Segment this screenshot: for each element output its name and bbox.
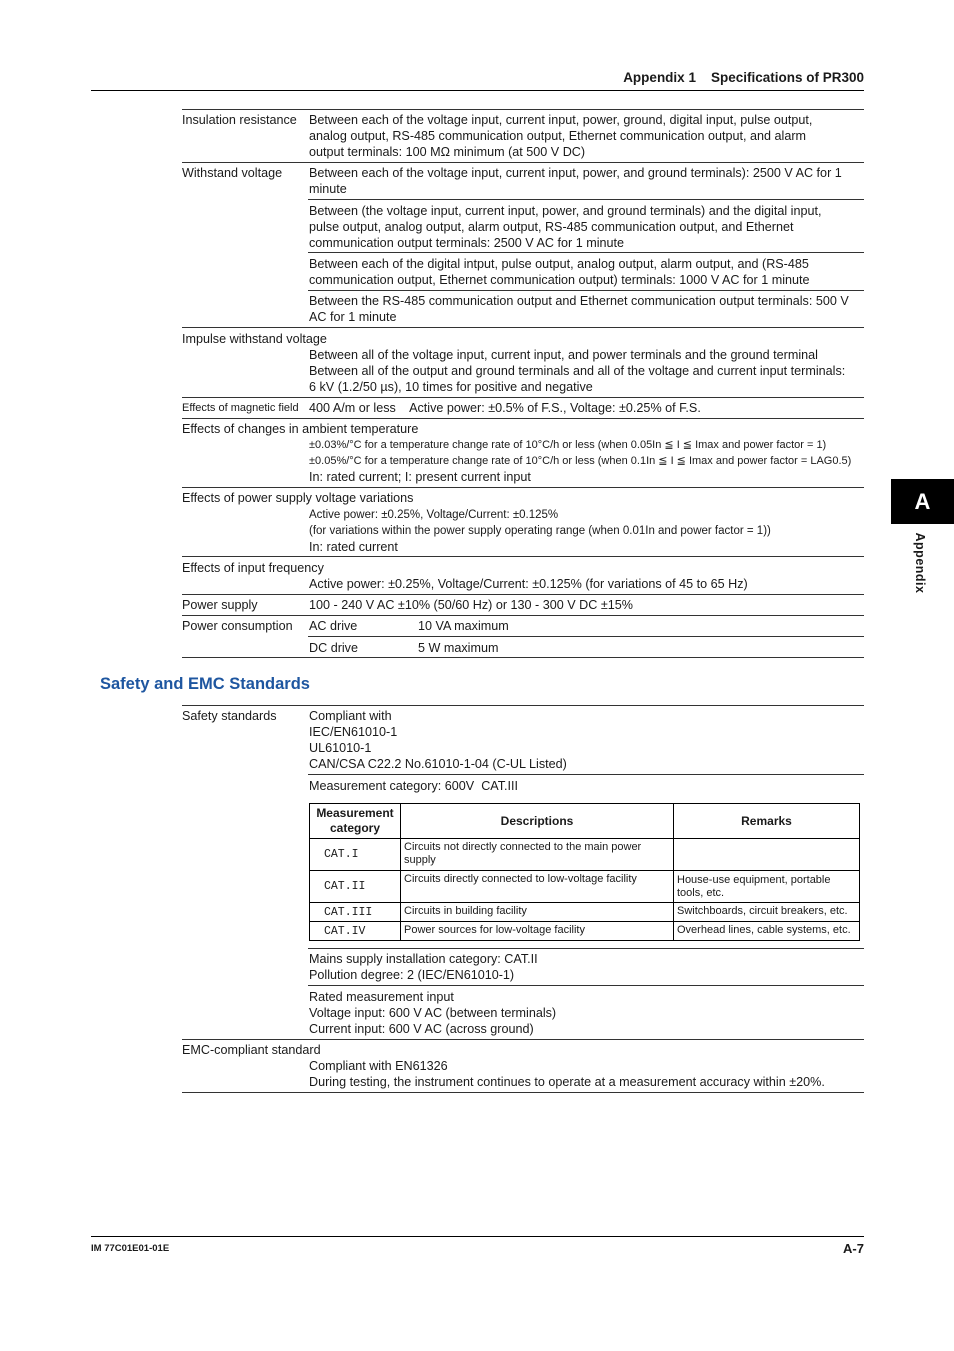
text-line: Pollution degree: 2 (IEC/EN61010-1) bbox=[309, 968, 515, 982]
mains-supply-block bbox=[309, 951, 864, 983]
footer-divider bbox=[91, 1236, 864, 1237]
sub-row-divider bbox=[308, 290, 864, 291]
table-cell-description: Circuits directly connected to low-voltage facility bbox=[401, 871, 674, 903]
text-line: Mains supply installation category: CAT.II bbox=[309, 952, 538, 966]
row-divider bbox=[182, 657, 864, 658]
text-line: 6 kV (1.2/50 µs), 10 times for positive and negative bbox=[309, 380, 593, 394]
table-cell-remark bbox=[674, 839, 860, 871]
text-line: pulse output, analog output, alarm output, RS-485 communication output, and Ethernet bbox=[309, 220, 794, 234]
measurement-category-line: Measurement category: 600V CAT.III bbox=[309, 779, 519, 793]
text-line: communication output, Ethernet communication output) terminals: 1000 V AC for 1 minute bbox=[309, 273, 810, 287]
spec-value-withstand-1 bbox=[309, 165, 864, 197]
text-line: Between all of the output and ground terminals and all of the voltage and current input terminals: bbox=[309, 364, 846, 378]
spec-label-withstand: Withstand voltage bbox=[182, 166, 283, 180]
document-id: IM 77C01E01-01E bbox=[91, 1243, 170, 1254]
text-line: During testing, the instrument continues to operate at a measurement accuracy within ±20%. bbox=[309, 1075, 825, 1089]
section-title: Safety and EMC Standards bbox=[100, 675, 310, 693]
row-divider bbox=[182, 327, 864, 328]
text-line: Between the RS-485 communication output and Ethernet communication output terminals: 500 V bbox=[309, 294, 849, 308]
row-divider bbox=[182, 109, 864, 110]
text-line: In: rated current; I: present current input bbox=[309, 470, 531, 484]
page-number: A-7 bbox=[843, 1241, 864, 1256]
spec-label-consumption: Power consumption bbox=[182, 619, 293, 633]
spec-value-insulation bbox=[309, 112, 864, 160]
table-row bbox=[310, 871, 860, 903]
spec-label-frequency: Effects of input frequency bbox=[182, 561, 324, 575]
sub-row-divider bbox=[308, 636, 864, 637]
row-divider bbox=[182, 594, 864, 595]
text-line: In: rated current bbox=[309, 540, 398, 554]
table-cell-remark: Overhead lines, cable systems, etc. bbox=[674, 922, 860, 941]
row-divider bbox=[182, 418, 864, 419]
text-line: Current input: 600 V AC (across ground) bbox=[309, 1022, 534, 1036]
spec-value-withstand-3 bbox=[309, 256, 864, 288]
table-cell-remark: House-use equipment, portable tools, etc. bbox=[674, 871, 860, 903]
text-line: minute bbox=[309, 182, 347, 196]
text-line: output terminals: 100 MΩ minimum (at 500 V DC) bbox=[309, 145, 586, 159]
text-line: Voltage input: 600 V AC (between terminals) bbox=[309, 1006, 557, 1020]
spec-value-ambient bbox=[309, 437, 864, 485]
sub-row-divider bbox=[308, 774, 864, 775]
text-line: (for variations within the power supply operating range (when 0.01In and power factor = 1)) bbox=[309, 525, 771, 537]
text-line: analog output, RS-485 communication output, Ethernet communication output, and alarm bbox=[309, 129, 807, 143]
row-divider bbox=[182, 615, 864, 616]
table-row bbox=[310, 839, 860, 871]
spec-value-safety bbox=[309, 708, 864, 772]
consumption-type-ac: AC drive bbox=[309, 619, 358, 633]
header-divider bbox=[91, 90, 864, 91]
sub-row-divider bbox=[308, 985, 864, 986]
table-cell-description: Circuits in building facility bbox=[401, 903, 674, 922]
spec-label-emc: EMC-compliant standard bbox=[182, 1043, 321, 1057]
row-divider bbox=[182, 1039, 864, 1040]
text-line: ±0.03%/°C for a temperature change rate of 10°C/h or less (when 0.05In ≦ I ≦ Imax and power factor = 1) bbox=[309, 439, 827, 451]
text-line: AC for 1 minute bbox=[309, 310, 397, 324]
row-divider bbox=[182, 556, 864, 557]
text-line: ±0.05%/°C for a temperature change rate of 10°C/h or less (when 0.1In ≦ I ≦ Imax and power factor = LAG0.5) bbox=[309, 455, 852, 467]
spec-label-magnetic: Effects of magnetic field bbox=[182, 402, 299, 414]
spec-value-emc bbox=[309, 1058, 864, 1090]
text-line: Between each of the voltage input, current input, power, ground, digital input, pulse output, bbox=[309, 113, 813, 127]
text-line: IEC/EN61010-1 bbox=[309, 725, 398, 739]
appendix-tab-marker: A bbox=[891, 479, 954, 524]
table-cell-description: Circuits not directly connected to the main power supply bbox=[401, 839, 674, 871]
sub-row-divider bbox=[308, 252, 864, 253]
spec-label-ambient: Effects of changes in ambient temperature bbox=[182, 422, 419, 436]
row-divider bbox=[182, 397, 864, 398]
sub-row-divider bbox=[308, 948, 864, 949]
spec-value-withstand-4 bbox=[309, 293, 864, 325]
spec-value-withstand-2 bbox=[309, 203, 864, 251]
running-header-title: Appendix 1 Specifications of PR300 bbox=[623, 70, 864, 85]
spec-label-supply-variation: Effects of power supply voltage variations bbox=[182, 491, 414, 505]
text-line: UL61010-1 bbox=[309, 741, 372, 755]
table-cell-category: CAT.IV bbox=[310, 922, 401, 941]
spec-label-power-supply: Power supply bbox=[182, 598, 258, 612]
table-cell-description: Power sources for low-voltage facility bbox=[401, 922, 674, 941]
text-line: Compliant with EN61326 bbox=[309, 1059, 448, 1073]
rated-input-block bbox=[309, 989, 864, 1037]
table-cell-category: CAT.III bbox=[310, 903, 401, 922]
consumption-value-ac: 10 VA maximum bbox=[418, 619, 509, 633]
consumption-type-dc: DC drive bbox=[309, 641, 358, 655]
row-divider bbox=[182, 162, 864, 163]
spec-value-frequency: Active power: ±0.25%, Voltage/Current: ±0.125% (for variations of 45 to 65 Hz) bbox=[309, 577, 748, 591]
spec-label-insulation: Insulation resistance bbox=[182, 113, 297, 127]
spec-label-impulse: Impulse withstand voltage bbox=[182, 332, 327, 346]
table-header: Remarks bbox=[674, 804, 860, 839]
text-line: communication output terminals: 2500 V AC for 1 minute bbox=[309, 236, 625, 250]
text-line: Between each of the voltage input, current input, power, and ground terminals): 2500 V AC for 1 bbox=[309, 166, 842, 180]
consumption-value-dc: 5 W maximum bbox=[418, 641, 499, 655]
table-row bbox=[310, 922, 860, 941]
text-line: Between each of the digital intput, pulse output, analog output, alarm output, and (RS-485 bbox=[309, 257, 809, 271]
table-cell-category: CAT.II bbox=[310, 871, 401, 903]
measurement-category-table bbox=[309, 803, 860, 941]
sub-row-divider bbox=[308, 199, 864, 200]
spec-value-impulse bbox=[309, 347, 864, 395]
text-line: Between all of the voltage input, current input, and power terminals and the ground terminal bbox=[309, 348, 818, 362]
row-divider bbox=[182, 487, 864, 488]
spec-label-safety: Safety standards bbox=[182, 709, 277, 723]
row-divider bbox=[182, 1092, 864, 1093]
table-cell-category: CAT.I bbox=[310, 839, 401, 871]
text-line: Active power: ±0.25%, Voltage/Current: ±0.125% bbox=[309, 509, 559, 521]
text-line: CAN/CSA C22.2 No.61010-1-04 (C-UL Listed) bbox=[309, 757, 567, 771]
table-row bbox=[310, 903, 860, 922]
table-header: Descriptions bbox=[401, 804, 674, 839]
row-divider bbox=[182, 705, 864, 706]
text-line: Compliant with bbox=[309, 709, 392, 723]
spec-value-power-supply: 100 - 240 V AC ±10% (50/60 Hz) or 130 - 300 V DC ±15% bbox=[309, 598, 633, 612]
text-line: Between (the voltage input, current input, power, and ground terminals) and the digital input, bbox=[309, 204, 822, 218]
spec-value-supply-variation bbox=[309, 507, 864, 555]
spec-value-magnetic: 400 A/m or less Active power: ±0.5% of F.S., Voltage: ±0.25% of F.S. bbox=[309, 401, 701, 415]
table-cell-remark: Switchboards, circuit breakers, etc. bbox=[674, 903, 860, 922]
table-header: Measurement category bbox=[310, 804, 401, 839]
appendix-side-label: Appendix bbox=[913, 532, 927, 594]
text-line: Rated measurement input bbox=[309, 990, 454, 1004]
